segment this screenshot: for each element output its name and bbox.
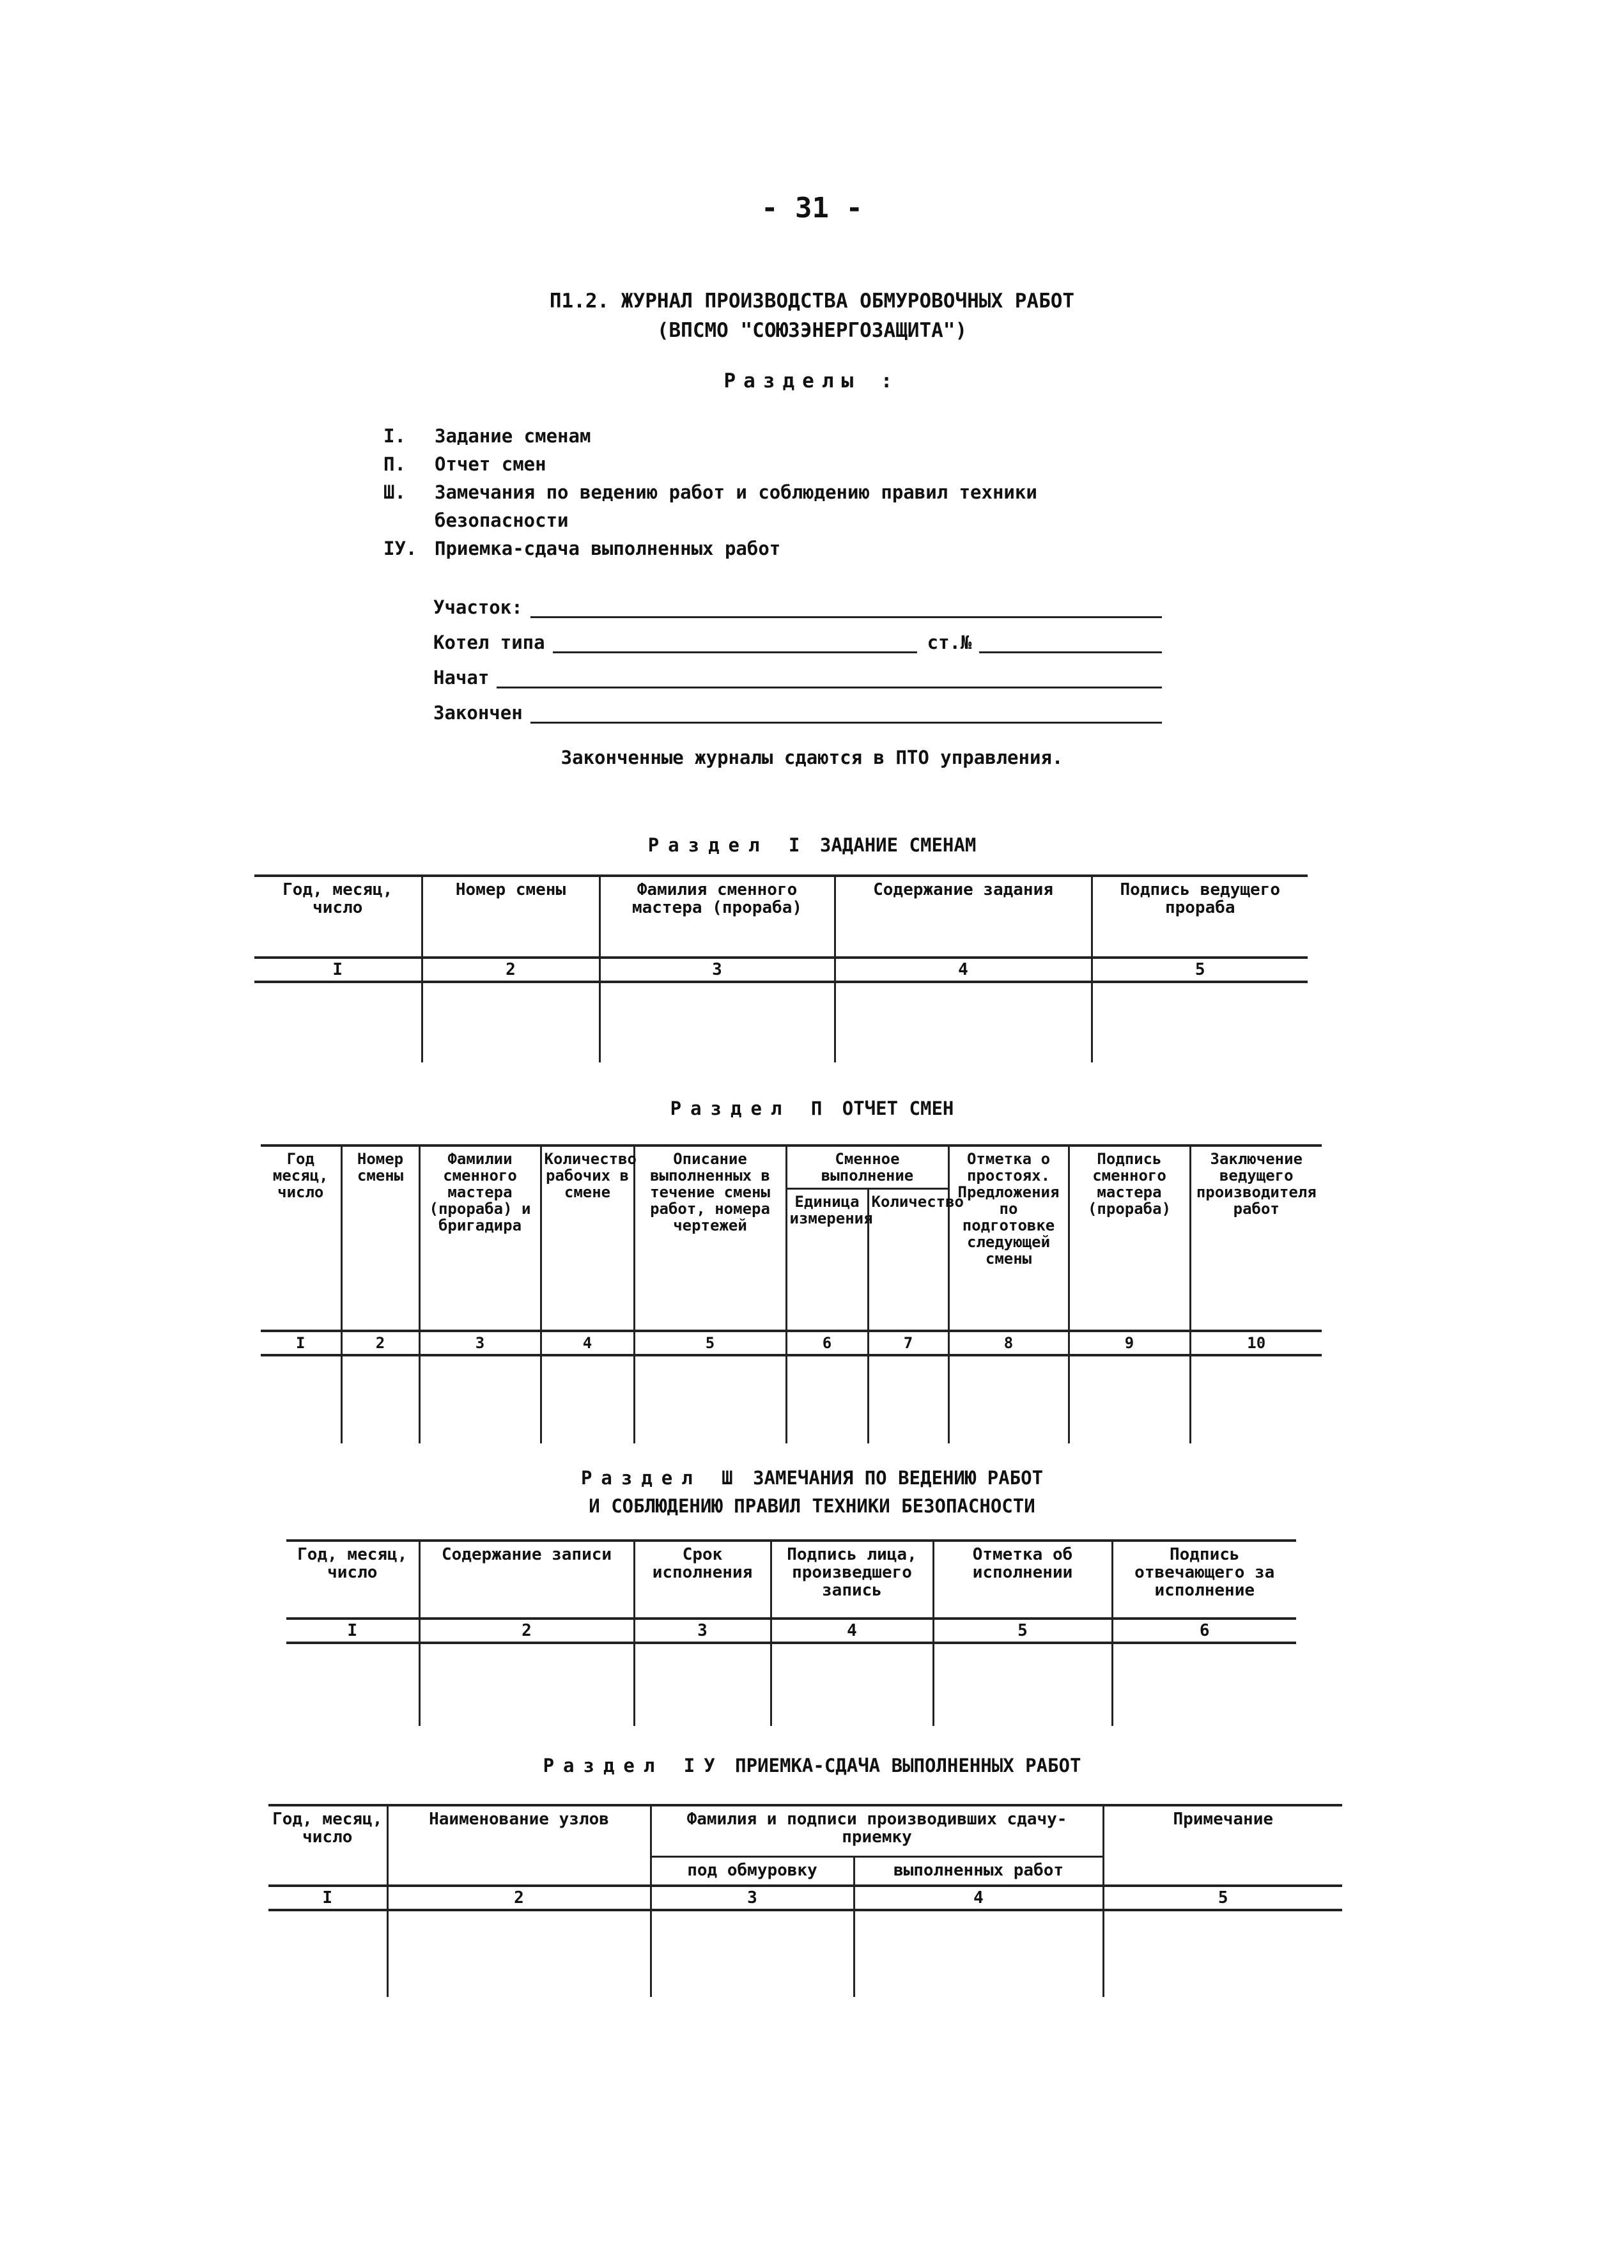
column-number: 4 xyxy=(771,1619,933,1643)
column-number: I xyxy=(268,1886,387,1910)
section3-name-1: ЗАМЕЧАНИЯ ПО ВЕДЕНИЮ РАБОТ xyxy=(753,1467,1044,1489)
entry-cell[interactable] xyxy=(341,1355,419,1443)
entry-cell[interactable] xyxy=(254,982,422,1062)
toc-number: П. xyxy=(383,453,406,475)
toc-number: I. xyxy=(383,425,406,447)
section3-table xyxy=(286,1539,1296,1726)
header-task-content: Содержание задания xyxy=(835,876,1092,958)
entry-cell[interactable] xyxy=(835,982,1092,1062)
finished-label: Закончен xyxy=(433,702,523,724)
entry-cell[interactable] xyxy=(786,1355,868,1443)
section2-name: ОТЧЕТ СМЕН xyxy=(842,1098,954,1119)
toc-text: Отчет смен xyxy=(435,453,546,475)
column-number: 7 xyxy=(868,1331,948,1355)
entry-cell[interactable] xyxy=(771,1643,933,1726)
section2-table xyxy=(261,1144,1322,1443)
entry-cell[interactable] xyxy=(1112,1643,1296,1726)
column-number: 2 xyxy=(341,1331,419,1355)
entry-cell[interactable] xyxy=(1190,1355,1322,1443)
column-number: 6 xyxy=(1112,1619,1296,1643)
entry-cell[interactable] xyxy=(419,1355,541,1443)
entry-cell[interactable] xyxy=(387,1910,651,1997)
table-of-contents xyxy=(383,422,1163,563)
header-master-signature: Подпись сменного мастера (прораба) xyxy=(1069,1146,1190,1331)
column-number: 2 xyxy=(422,958,599,982)
entry-cell[interactable] xyxy=(854,1910,1103,1997)
station-field[interactable] xyxy=(979,632,1162,653)
header-downtime-notes: Отметка о простоях. Предложения по подготовке следующей смены xyxy=(948,1146,1069,1331)
header-completed-work: выполненных работ xyxy=(854,1856,1103,1886)
header-shift-number: Номер смены xyxy=(422,876,599,958)
toc-item xyxy=(383,478,1163,534)
toc-text: Задание сменам xyxy=(435,425,591,447)
entry-cell[interactable] xyxy=(948,1355,1069,1443)
header-unit: Единица измерения xyxy=(786,1189,868,1331)
header-handover-signatures: Фамилия и подписи производивших сдачу-приемку xyxy=(651,1805,1103,1856)
column-number: 5 xyxy=(1103,1886,1342,1910)
entry-cell[interactable] xyxy=(651,1910,854,1997)
header-shift-number: Номер смены xyxy=(341,1146,419,1331)
column-number: 3 xyxy=(419,1331,541,1355)
page-number: - 31 - xyxy=(761,192,863,224)
sections-heading: Разделы : xyxy=(723,369,901,392)
started-row xyxy=(433,653,1162,688)
toc-item xyxy=(383,422,1163,450)
entry-cell[interactable] xyxy=(541,1355,634,1443)
column-number: 5 xyxy=(634,1331,786,1355)
header-fields xyxy=(433,583,1162,724)
finished-row xyxy=(433,688,1162,724)
section1-name: ЗАДАНИЕ СМЕНАМ xyxy=(819,834,977,856)
header-unit-names: Наименование узлов xyxy=(387,1805,651,1886)
column-number: 2 xyxy=(419,1619,634,1643)
column-number: 4 xyxy=(854,1886,1103,1910)
section1-title xyxy=(0,831,1624,859)
column-number: 9 xyxy=(1069,1331,1190,1355)
section2-title xyxy=(0,1094,1624,1122)
started-field[interactable] xyxy=(497,667,1162,688)
column-number: I xyxy=(286,1619,419,1643)
header-master-and-foreman: Фамилии сменного мастера (прораба) и бригадира xyxy=(419,1146,541,1331)
toc-number: IУ. xyxy=(383,538,417,559)
section4-label: Раздел IУ xyxy=(543,1755,724,1776)
header-lead-signature: Подпись ведущего прораба xyxy=(1092,876,1308,958)
header-quantity: Количество xyxy=(868,1189,948,1331)
header-date: Год, месяц, число xyxy=(268,1805,387,1886)
header-record-content: Содержание записи xyxy=(419,1541,634,1619)
column-number: 4 xyxy=(835,958,1092,982)
toc-number: Ш. xyxy=(383,481,406,503)
document-title xyxy=(0,286,1624,345)
toc-item xyxy=(383,534,1163,563)
column-number: 5 xyxy=(933,1619,1112,1643)
submission-note: Законченные журналы сдаются в ПТО управления. xyxy=(561,747,1063,768)
entry-cell[interactable] xyxy=(634,1643,771,1726)
site-row xyxy=(433,583,1162,618)
section4-table xyxy=(268,1804,1342,1997)
entry-cell[interactable] xyxy=(1069,1355,1190,1443)
section1-table xyxy=(254,874,1308,1062)
header-date: Год месяц, число xyxy=(261,1146,341,1331)
entry-cell[interactable] xyxy=(868,1355,948,1443)
site-label: Участок: xyxy=(433,596,523,618)
header-responsible-signature: Подпись отвечающего за исполнение xyxy=(1112,1541,1296,1619)
entry-cell[interactable] xyxy=(422,982,599,1062)
header-deadline: Срок исполнения xyxy=(634,1541,771,1619)
header-worker-count: Количество рабочих в смене xyxy=(541,1146,634,1331)
section3-title xyxy=(0,1464,1624,1520)
column-number: 4 xyxy=(541,1331,634,1355)
column-number: I xyxy=(254,958,422,982)
entry-cell[interactable] xyxy=(261,1355,341,1443)
column-number: 10 xyxy=(1190,1331,1322,1355)
entry-cell[interactable] xyxy=(419,1643,634,1726)
section3-name-2: И СОБЛЮДЕНИЮ ПРАВИЛ ТЕХНИКИ БЕЗОПАСНОСТИ xyxy=(589,1495,1035,1517)
toc-text: Замечания по ведению работ и соблюдению правил техники безопасности xyxy=(435,481,1037,531)
header-work-description: Описание выполненных в течение смены работ, номера чертежей xyxy=(634,1146,786,1331)
section4-name: ПРИЕМКА-СДАЧА ВЫПОЛНЕННЫХ РАБОТ xyxy=(735,1755,1081,1776)
header-date: Год, месяц, число xyxy=(254,876,422,958)
section3-title-line-1 xyxy=(0,1464,1624,1492)
header-shift-master: Фамилия сменного мастера (прораба) xyxy=(599,876,835,958)
entry-cell[interactable] xyxy=(1103,1910,1342,1997)
column-number: 6 xyxy=(786,1331,868,1355)
header-remarks: Примечание xyxy=(1103,1805,1342,1886)
entry-cell[interactable] xyxy=(933,1643,1112,1726)
boiler-type-label: Котел типа xyxy=(433,632,545,653)
column-number: 5 xyxy=(1092,958,1308,982)
toc-text: Приемка-сдача выполненных работ xyxy=(435,538,781,559)
section2-label: Раздел П xyxy=(670,1098,831,1119)
entry-cell[interactable] xyxy=(1092,982,1308,1062)
section1-label: Раздел I xyxy=(647,834,809,856)
column-number: 8 xyxy=(948,1331,1069,1355)
header-for-lining: под обмуровку xyxy=(651,1856,854,1886)
boiler-type-field[interactable] xyxy=(553,632,917,653)
column-number: 3 xyxy=(634,1619,771,1643)
station-label: ст.№ xyxy=(927,632,972,653)
section3-label: Раздел Ш xyxy=(580,1467,742,1489)
header-completion-mark: Отметка об исполнении xyxy=(933,1541,1112,1619)
entry-cell[interactable] xyxy=(634,1355,786,1443)
column-number: 3 xyxy=(651,1886,854,1910)
title-line-1: П1.2. ЖУРНАЛ ПРОИЗВОДСТВА ОБМУРОВОЧНЫХ РАБОТ xyxy=(549,290,1075,313)
header-date: Год, месяц, число xyxy=(286,1541,419,1619)
header-recorder-signature: Подпись лица, произведшего запись xyxy=(771,1541,933,1619)
column-number: 2 xyxy=(387,1886,651,1910)
entry-cell[interactable] xyxy=(599,982,835,1062)
section4-title xyxy=(0,1751,1624,1780)
title-line-2: (ВПСМО "СОЮЗЭНЕРГОЗАЩИТА") xyxy=(656,319,968,342)
finished-field[interactable] xyxy=(530,703,1162,724)
header-lead-conclusion: Заключение ведущего производителя работ xyxy=(1190,1146,1322,1331)
column-number: 3 xyxy=(599,958,835,982)
header-shift-output: Сменное выполнение xyxy=(786,1146,948,1189)
toc-item xyxy=(383,450,1163,478)
site-field[interactable] xyxy=(530,597,1162,618)
boiler-row xyxy=(433,618,1162,653)
started-label: Начат xyxy=(433,667,490,688)
entry-cell[interactable] xyxy=(268,1910,387,1997)
column-number: I xyxy=(261,1331,341,1355)
entry-cell[interactable] xyxy=(286,1643,419,1726)
